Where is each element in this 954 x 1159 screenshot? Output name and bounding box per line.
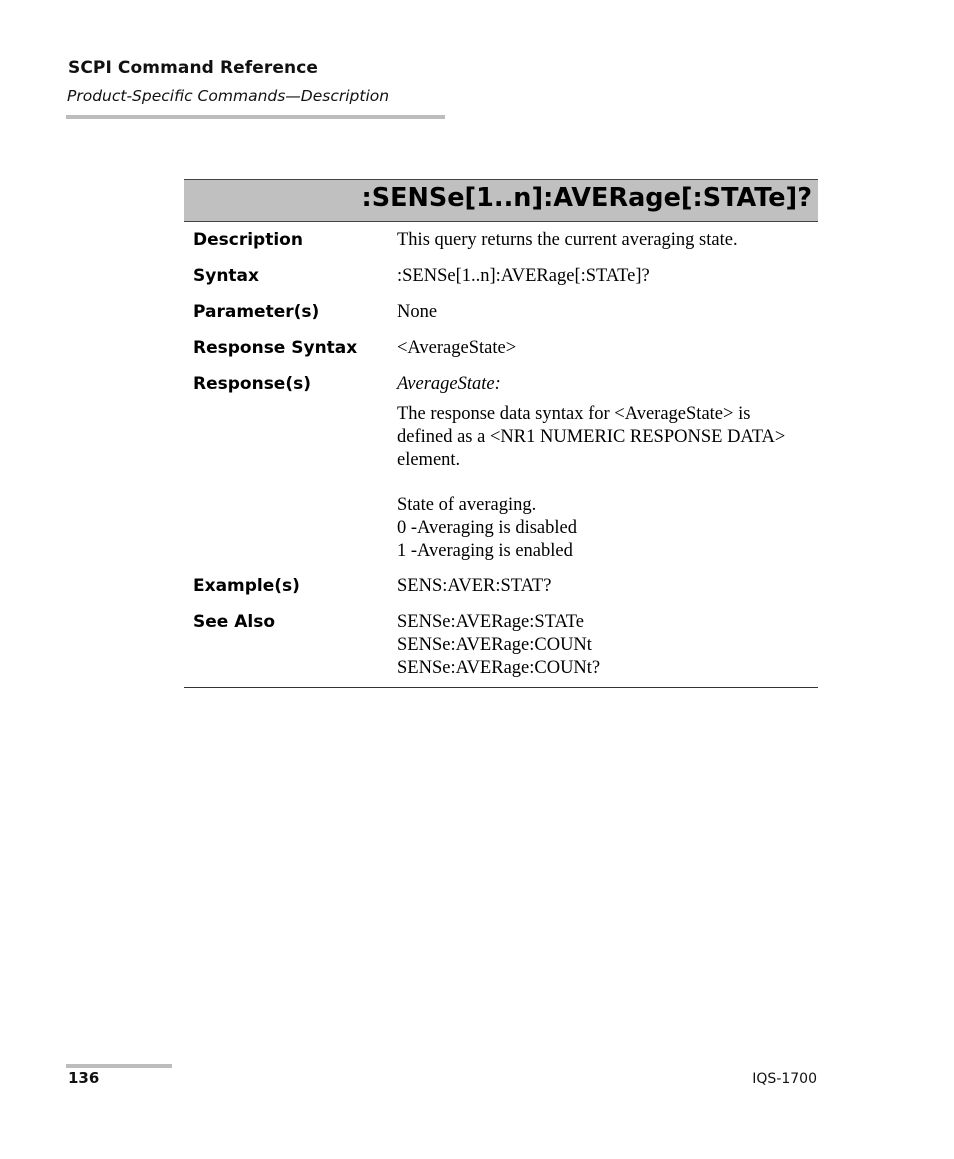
responses-param-name: AverageState: [397, 374, 501, 394]
syntax-label: Syntax [193, 266, 259, 286]
parameters-value: None [397, 302, 438, 322]
table-bottom-rule [184, 687, 818, 688]
description-value: This query returns the current averaging state. [397, 230, 738, 250]
responses-line: The response data syntax for <AverageState> is [397, 404, 751, 424]
examples-value: SENS:AVER:STAT? [397, 576, 552, 596]
description-label: Description [193, 230, 303, 250]
see-also-item: SENSe:AVERage:COUNt [397, 635, 592, 655]
section-title: SCPI Command Reference [68, 58, 319, 78]
syntax-value: :SENSe[1..n]:AVERage[:STATe]? [397, 266, 650, 286]
document-id: IQS-1700 [752, 1071, 817, 1087]
section-subtitle: Product-Specific Commands—Description [67, 87, 390, 105]
see-also-item: SENSe:AVERage:STATe [397, 612, 585, 632]
parameters-label: Parameter(s) [193, 302, 320, 322]
header-divider [66, 115, 445, 119]
response-syntax-value: <AverageState> [397, 338, 517, 358]
responses-description [397, 403, 817, 472]
response-syntax-label: Response Syntax [193, 338, 358, 358]
responses-line: State of averaging. [397, 495, 537, 515]
command-header-bar [184, 179, 818, 222]
see-also-item: SENSe:AVERage:COUNt? [397, 658, 601, 678]
responses-line: 1 -Averaging is enabled [397, 541, 573, 561]
footer-divider [66, 1064, 172, 1068]
examples-label: Example(s) [193, 576, 300, 596]
command-name: :SENSe[1..n]:AVERage[:STATe]? [361, 183, 812, 213]
see-also-list [397, 611, 817, 680]
responses-states [397, 494, 817, 563]
see-also-label: See Also [193, 612, 276, 632]
responses-line: defined as a <NR1 NUMERIC RESPONSE DATA> [397, 427, 786, 447]
page-number: 136 [68, 1069, 100, 1087]
responses-line: element. [397, 450, 461, 470]
responses-label: Response(s) [193, 374, 311, 394]
responses-line: 0 -Averaging is disabled [397, 518, 577, 538]
